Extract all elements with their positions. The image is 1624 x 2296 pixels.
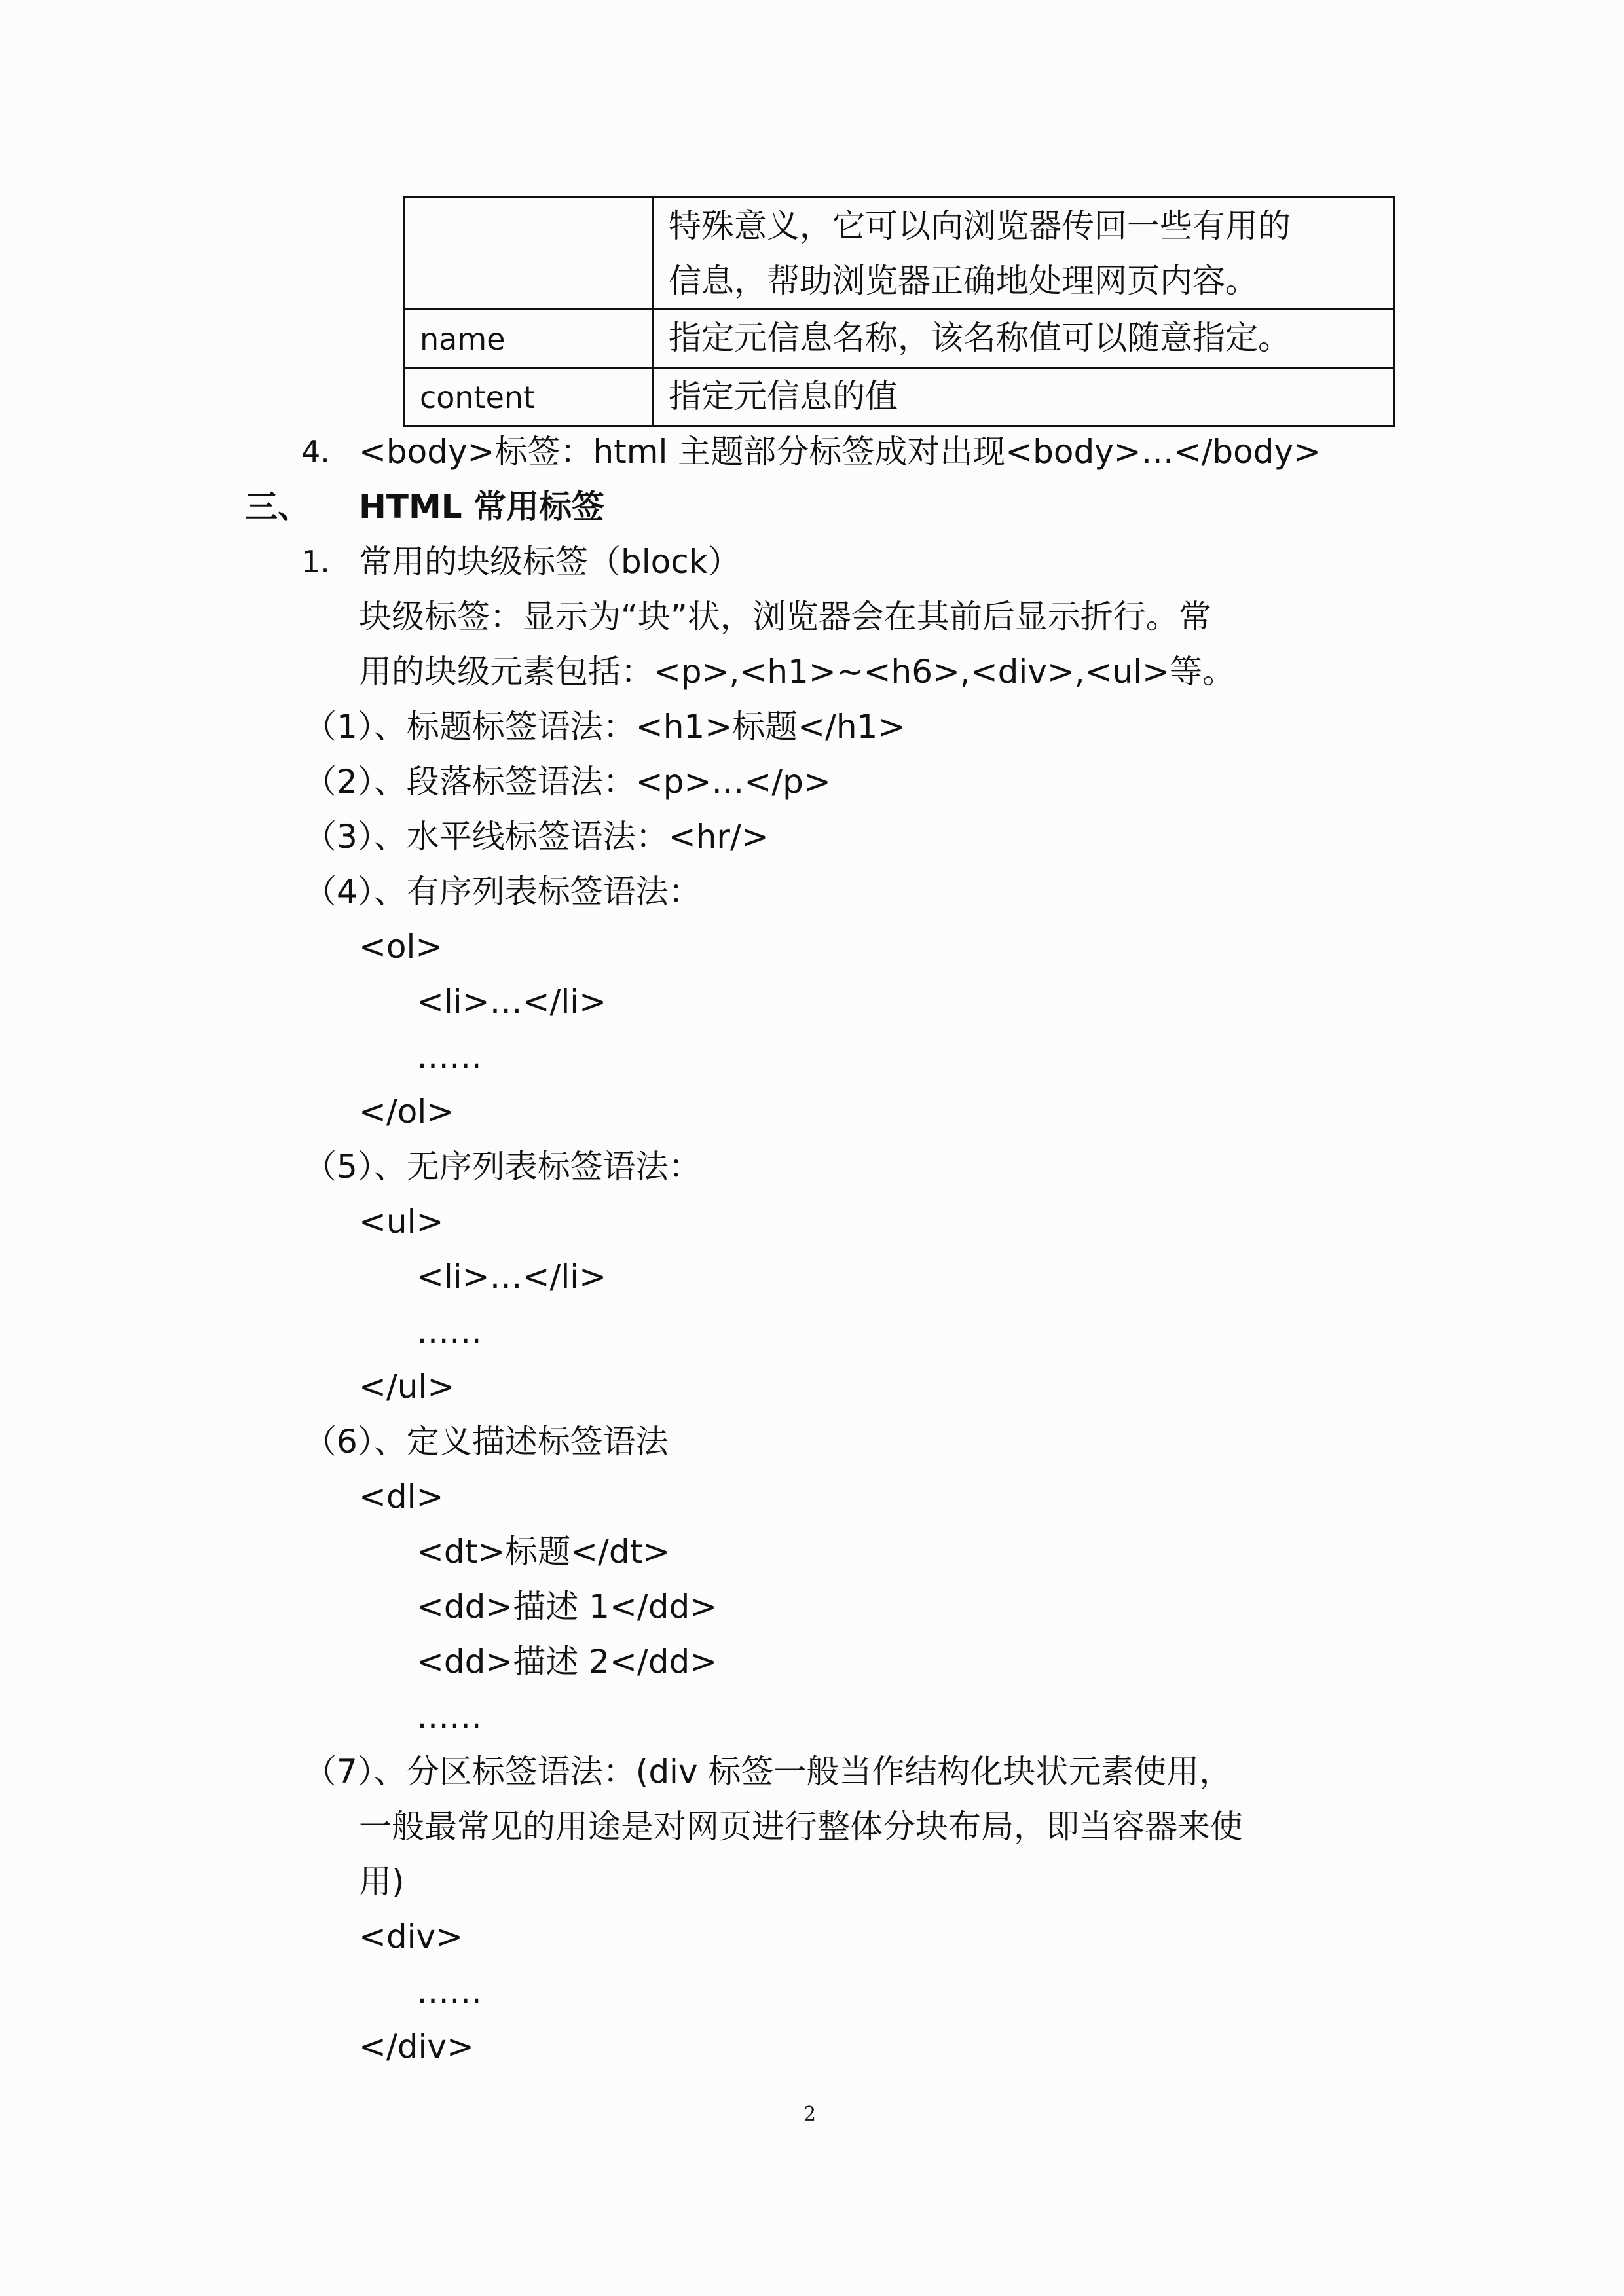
code-line: <dd>描述 1</dd> [416, 1588, 718, 1626]
code-line: <dt>标题</dt> [416, 1533, 671, 1571]
definition-list-syntax: （6）、定义描述标签语法 [304, 1423, 669, 1461]
table-cell-desc [654, 198, 1395, 310]
table-cell-desc: 指定元信息的值 [654, 368, 1395, 426]
table-row [405, 198, 1395, 310]
heading-tag-syntax: （1）、标题标签语法：<h1>标题</h1> [304, 708, 906, 746]
div-tag-syntax: 一般最常见的用途是对网页进行整体分块布局，即当容器来使 [359, 1808, 1243, 1846]
table-cell-attr: content [405, 368, 654, 426]
code-line: <li>…</li> [416, 1258, 606, 1296]
table-desc-line: 特殊意义，它可以向浏览器传回一些有用的 [669, 207, 1291, 245]
unordered-list-syntax: （5）、无序列表标签语法： [304, 1148, 701, 1186]
block-tags-title: 常用的块级标签（block） [359, 543, 741, 581]
code-line: </ul> [359, 1368, 455, 1406]
code-line: …… [416, 1038, 482, 1076]
block-tags-desc: 块级标签：显示为“块”状，浏览器会在其前后显示折行。常 [359, 598, 1211, 636]
body-tag-line: <body>标签：html 主题部分标签成对出现<body>…</body> [359, 433, 1321, 471]
code-line: <dl> [359, 1478, 444, 1516]
code-line: </div> [359, 2028, 474, 2066]
hr-tag-syntax: （3）、水平线标签语法：<hr/> [304, 818, 769, 856]
section-number: 三、 [245, 488, 310, 526]
table-row [405, 310, 1395, 368]
code-line: …… [416, 1313, 482, 1351]
table-cell-attr [405, 198, 654, 310]
table-row [405, 368, 1395, 426]
code-line: …… [416, 1698, 482, 1736]
list-number: 4. [301, 434, 330, 469]
list-number: 1. [301, 544, 330, 579]
code-line: <li>…</li> [416, 983, 606, 1021]
code-line: <ol> [359, 928, 443, 966]
paragraph-tag-syntax: （2）、段落标签语法：<p>…</p> [304, 763, 831, 801]
code-line: <div> [359, 1918, 464, 1956]
table-cell-attr: name [405, 310, 654, 368]
div-tag-syntax: 用) [359, 1863, 405, 1901]
table-desc-line: 信息，帮助浏览器正确地处理网页内容。 [669, 262, 1258, 300]
div-tag-syntax: （7）、分区标签语法：(div 标签一般当作结构化块状元素使用， [304, 1753, 1232, 1791]
page-number: 2 [803, 2103, 817, 2126]
table-cell-desc: 指定元信息名称，该名称值可以随意指定。 [654, 310, 1395, 368]
meta-attributes-table [403, 196, 1395, 427]
code-line: <dd>描述 2</dd> [416, 1643, 718, 1681]
block-tags-desc: 用的块级元素包括：<p>,<h1>~<h6>,<div>,<ul>等。 [359, 653, 1236, 691]
ordered-list-syntax: （4）、有序列表标签语法： [304, 873, 701, 911]
code-line: </ol> [359, 1093, 454, 1131]
code-line: …… [416, 1973, 482, 2011]
code-line: <ul> [359, 1203, 444, 1241]
section-title: HTML 常用标签 [359, 488, 604, 526]
